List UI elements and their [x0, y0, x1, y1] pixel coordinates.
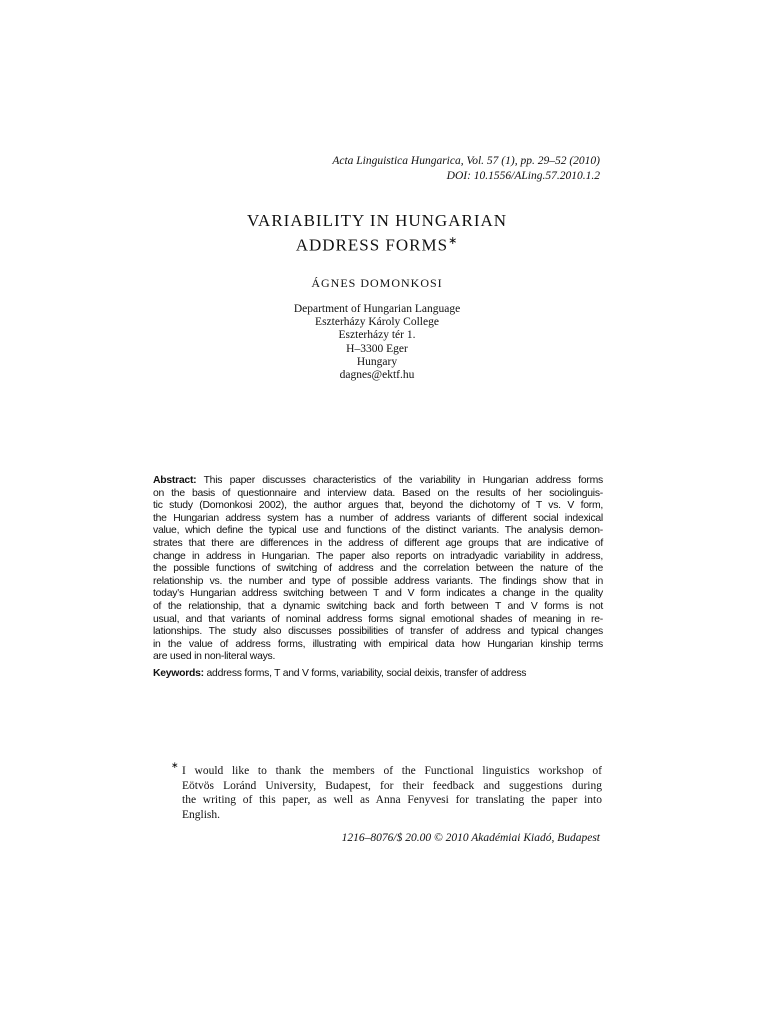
keywords — [153, 668, 526, 681]
affiliation-line: Department of Hungarian Language — [293, 303, 461, 315]
abstract-line: tic study (Domonkosi 2002), the author argues that, beyond the dichotomy of T vs. V form, — [153, 500, 603, 512]
abstract-line: lationships. The study also discusses possibilities of transfer of address and typical changes — [153, 626, 603, 638]
abstract-line: the possible functions of switching of address and the correlation between the nature of the — [153, 563, 603, 575]
footnote-line: the writing of this paper, as well as Anna Fenyvesi for translating the paper into — [182, 794, 602, 806]
title-line-2: ADDRESS FORMS — [295, 235, 449, 255]
abstract-line: relationship vs. the number and type of possible address variants. The findings show that in — [153, 575, 603, 587]
abstract-line: the Hungarian address system has a number of address variants of different social indexical — [153, 512, 603, 524]
paper-title — [0, 211, 754, 256]
abstract-line: on the basis of questionnaire and interview data. Based on the results of her sociolinguis- — [153, 487, 603, 499]
abstract-line: change in address in Hungarian. The paper also reports on intradyadic variability in address, — [153, 550, 603, 562]
affiliation — [0, 303, 754, 382]
footnote-line: English. — [182, 808, 221, 821]
affiliation-line: H–3300 Eger — [346, 342, 408, 355]
abstract-line — [153, 475, 603, 488]
keywords-text: address forms, T and V forms, variability, social deixis, transfer of address — [203, 668, 527, 679]
footnote-mark: ∗ — [171, 760, 179, 770]
abstract-label: Abstract: — [153, 475, 197, 486]
author-name: ÁGNES DOMONKOSI — [311, 276, 443, 290]
abstract-line: of the relationship, that a dynamic switching back and forth between T and V forms is not — [153, 600, 603, 612]
affiliation-line: Hungary — [356, 355, 398, 368]
affiliation-line: Eszterházy Károly College — [315, 316, 439, 329]
footnote-marker: ∗ — [448, 235, 459, 247]
keywords-label: Keywords: — [153, 668, 204, 679]
footnote — [171, 760, 602, 822]
affiliation-line: Eszterházy tér 1. — [338, 329, 416, 342]
copyright: 1216–8076/$ 20.00 © 2010 Akadémiai Kiadó, Budapest — [341, 832, 600, 844]
abstract-line: in the value of address forms, illustrating with empirical data how Hungarian kinship terms — [153, 638, 603, 650]
journal-citation: Acta Linguistica Hungarica, Vol. 57 (1), pp. 29–52 (2010) — [332, 155, 600, 167]
abstract-line: are used in non-literal ways. — [153, 651, 276, 663]
abstract-text: This paper discusses characteristics of the variability in Hungarian address forms — [196, 475, 603, 486]
doi: DOI: 10.1556/ALing.57.2010.1.2 — [446, 170, 600, 182]
abstract-line: value, which define the typical use and functions of the distinct variants. The analysis demon- — [153, 525, 603, 537]
footnote-line: I would like to thank the members of the Functional linguistics workshop of — [182, 765, 602, 777]
author-email[interactable]: dagnes@ektf.hu — [339, 369, 415, 382]
footnote-line: Eötvös Loránd University, Budapest, for their feedback and suggestions during — [182, 779, 602, 792]
abstract — [153, 475, 603, 664]
abstract-line: strates that there are differences in the address of different age groups that are indicative of — [153, 537, 603, 549]
abstract-line: today’s Hungarian address switching between T and V form indicates a change in the quality — [153, 588, 603, 600]
title-line-1: VARIABILITY IN HUNGARIAN — [246, 211, 508, 230]
abstract-line: usual, and that variants of nominal address forms signal emotional shades of meaning in re- — [153, 613, 603, 625]
